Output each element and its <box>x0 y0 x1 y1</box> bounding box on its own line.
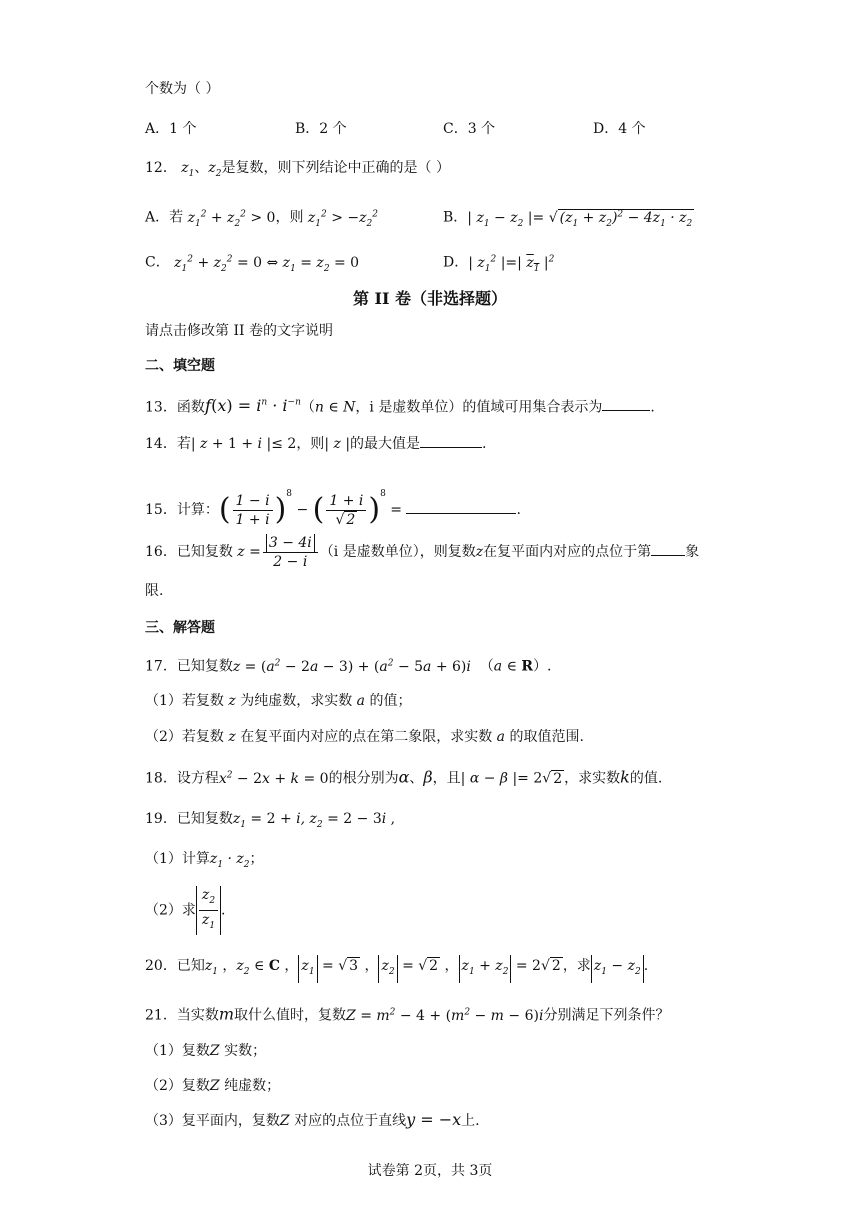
q21: 21．当实数m取什么值时，复数$Z = m^2 - 4 + (m^2 - m - 6)i$分别满足下列条件？ <box>145 1004 670 1024</box>
q19: 19．已知复数$z_1 = 2 + i$, $z_2 = 2 - 3i$ , <box>145 811 396 830</box>
fill-in-heading: 二、填空题 <box>145 358 215 374</box>
q17: 17．已知复数$z = (a^2 - 2a - 3) + (a^2 - 5a + 6)i$ （a ∈ R）. <box>145 658 552 675</box>
page-footer: 试卷第 2页，共 3页 <box>367 1163 493 1179</box>
q17-part2: （2）若复数 z 在复平面内对应的点在第二象限，求实数 a 的取值范围. <box>145 729 584 745</box>
q21-part3: （3）复平面内，复数Z 对应的点位于直线y = −x上. <box>145 1110 480 1129</box>
q12-option-a: A．若 $z_1^2 + z_2^2 > 0$，则 $z_1^2 > -z_2^2$ <box>145 209 378 229</box>
q17-part1: （1）若复数 z 为纯虚数，求实数 a 的值； <box>145 693 412 709</box>
answer-heading: 三、解答题 <box>145 620 215 636</box>
q19-part2: （2）求 $\frac{z_2}{z_1}$ . <box>145 886 226 935</box>
section-2-title: 第 II 卷（非选择题） <box>352 289 508 308</box>
q21-part2: （2）复数Z 纯虚数； <box>145 1078 281 1094</box>
q13: 13．函数$f(x) = i^n \cdot i^{-n}(n$ ∈ N，i 是虚数单位）的值域可用集合表示为 . <box>145 396 655 417</box>
q18: 18．设方程$x^2 - 2x + k = 0$的根分别为α、β，且| α − β |= 2√ 2 ，求实数k的值. <box>145 767 663 787</box>
q11-option-a: A．1 个 <box>145 121 197 137</box>
q12-stem: 12． $z_1$、$z_2$是复数，则下列结论中正确的是（ ） <box>145 160 450 179</box>
q16-line2: 限. <box>145 583 164 599</box>
section-2-note: 请点击修改第 II 卷的文字说明 <box>145 323 333 339</box>
q15: 15．计算：( $\frac{1 - i}{1 + i}$ )$^8$ − ( $\frac{1 + i}{√ 2}$ )$^8$ = . <box>145 489 521 528</box>
q20: 20．已知$z_1$ ，$z_2$ ∈ C ， $z_1$ = √ 3 ， $z_2$ = √ 2 ， $z_1 + z_2 = 2√$ 2 ，求 $z_1 - z_2$ . <box>145 955 648 983</box>
q19-part1: （1）计算$z_1 \cdot z_2$； <box>145 851 264 870</box>
q12-option-b: B．| $z_1 - z_2$ |= √ $(z_1 + z_2)^2 - 4z_1 \cdot z_2$ <box>443 209 693 229</box>
q16: 16．已知复数 z = $\frac{3 - 4i}{2 - i}$ （i 是虚数单位），则复数z在复平面内对应的点位于第 象 <box>145 534 700 570</box>
q12-option-d: D．| $z_1^2$ |=| $z_1$ $|^2$ <box>443 254 555 274</box>
q11-option-c: C．3 个 <box>443 121 496 137</box>
q12-option-c: C． $z_1^2 + z_2^2 = 0$ ⇔ $z_1 = z_2 = 0$ <box>145 254 360 274</box>
q11-option-b: B．2 个 <box>295 121 347 137</box>
q11-option-d: D．4 个 <box>593 121 646 137</box>
q11-tail: 个数为（ ） <box>145 81 220 97</box>
q21-part1: （1）复数Z 实数； <box>145 1043 267 1059</box>
q14: 14．若| z + 1 + i |≤ 2，则| z |的最大值是 . <box>145 433 486 455</box>
